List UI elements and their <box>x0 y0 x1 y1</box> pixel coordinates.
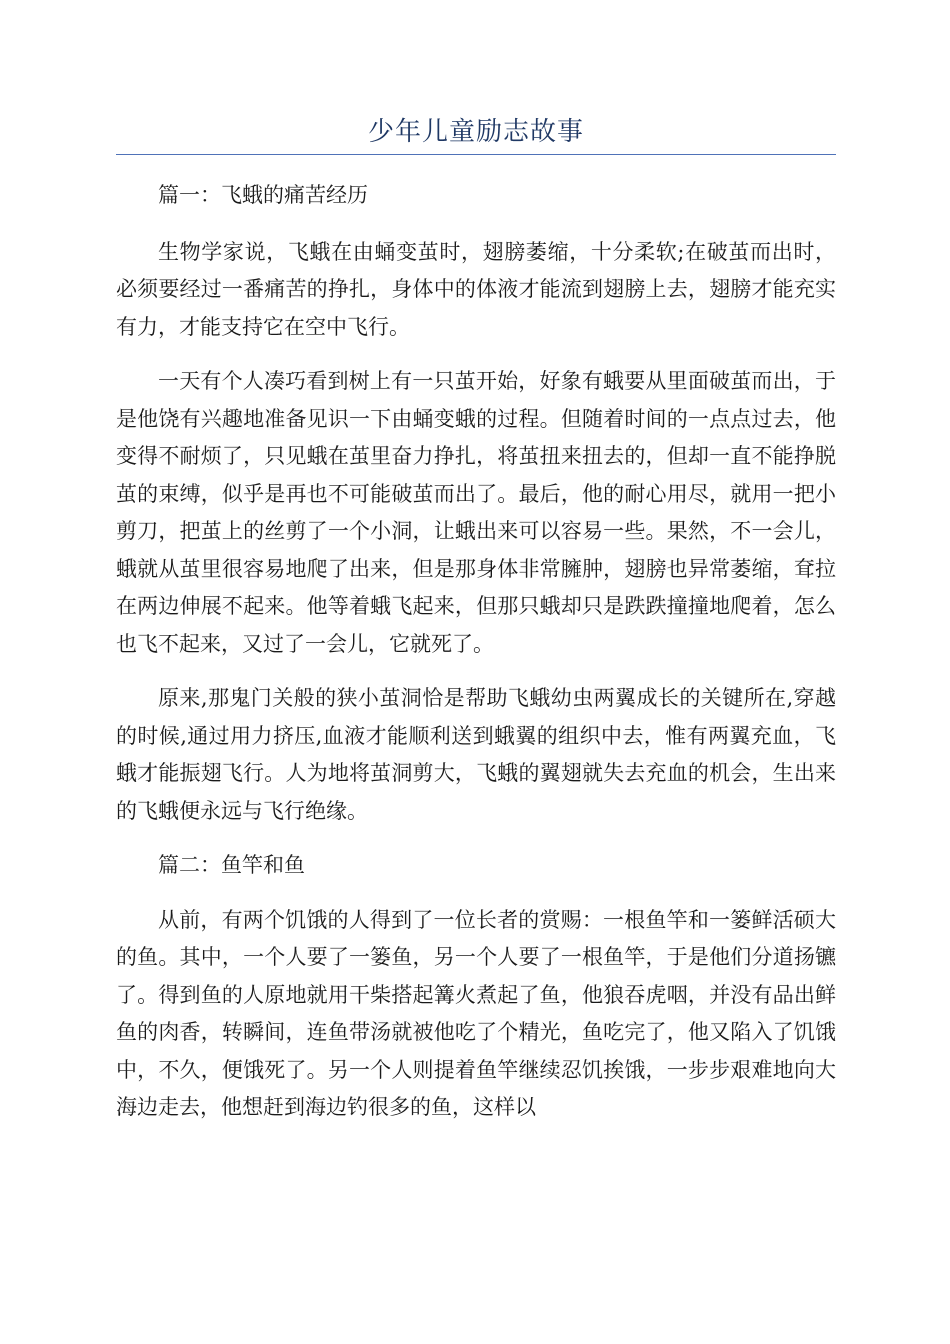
paragraph: 生物学家说，飞蛾在由蛹变茧时，翅膀萎缩，十分柔软;在破茧而出时，必须要经过一番痛苦的挣扎，身体中的体液才能流到翅膀上去，翅膀才能充实有力，才能支持它在空中飞行。 <box>116 239 836 339</box>
document-title: 少年儿童励志故事 <box>116 112 836 155</box>
paragraph: 原来,那鬼门关般的狭小茧洞恰是帮助飞蛾幼虫两翼成长的关键所在,穿越的时候,通过用力挤压,血液才能顺利送到蛾翼的组织中去，惟有两翼充血，飞蛾才能振翅飞行。人为地将茧洞剪大，飞蛾的翼翅就失去充血的机会，生出来的飞蛾便永远与飞行绝缘。 <box>116 686 836 823</box>
paragraph: 从前，有两个饥饿的人得到了一位长者的赏赐：一根鱼竿和一篓鲜活硕大的鱼。其中，一个人要了一篓鱼，另一个人要了一根鱼竿，于是他们分道扬镳了。得到鱼的人原地就用干柴搭起篝火煮起了鱼，他狼吞虎咽，并没有品出鲜鱼的肉香，转瞬间，连鱼带汤就被他吃了个精光，鱼吃完了，他又陷入了饥饿中，不久，便饿死了。另一个人则提着鱼竿继续忍饥挨饿，一步步艰难地向大海边走去，他想赶到海边钓很多的鱼，这样以 <box>116 907 836 1119</box>
document-page <box>116 112 836 1127</box>
section-heading: 篇二：鱼竿和鱼 <box>158 853 305 877</box>
section-heading: 篇一：飞蛾的痛苦经历 <box>158 183 368 207</box>
paragraph: 一天有个人凑巧看到树上有一只茧开始，好象有蛾要从里面破茧而出，于是他饶有兴趣地准备见识一下由蛹变蛾的过程。但随着时间的一点点过去，他变得不耐烦了，只见蛾在茧里奋力挣扎，将茧扭来扭去的，但却一直不能挣脱茧的束缚，似乎是再也不可能破茧而出了。最后，他的耐心用尽，就用一把小剪刀，把茧上的丝剪了一个小洞，让蛾出来可以容易一些。果然，不一会儿，蛾就从茧里很容易地爬了出来，但是那身体非常臃肿，翅膀也异常萎缩，耷拉在两边伸展不起来。他等着蛾飞起来，但那只蛾却只是跌跌撞撞地爬着，怎么也飞不起来，又过了一会儿，它就死了。 <box>116 369 836 656</box>
